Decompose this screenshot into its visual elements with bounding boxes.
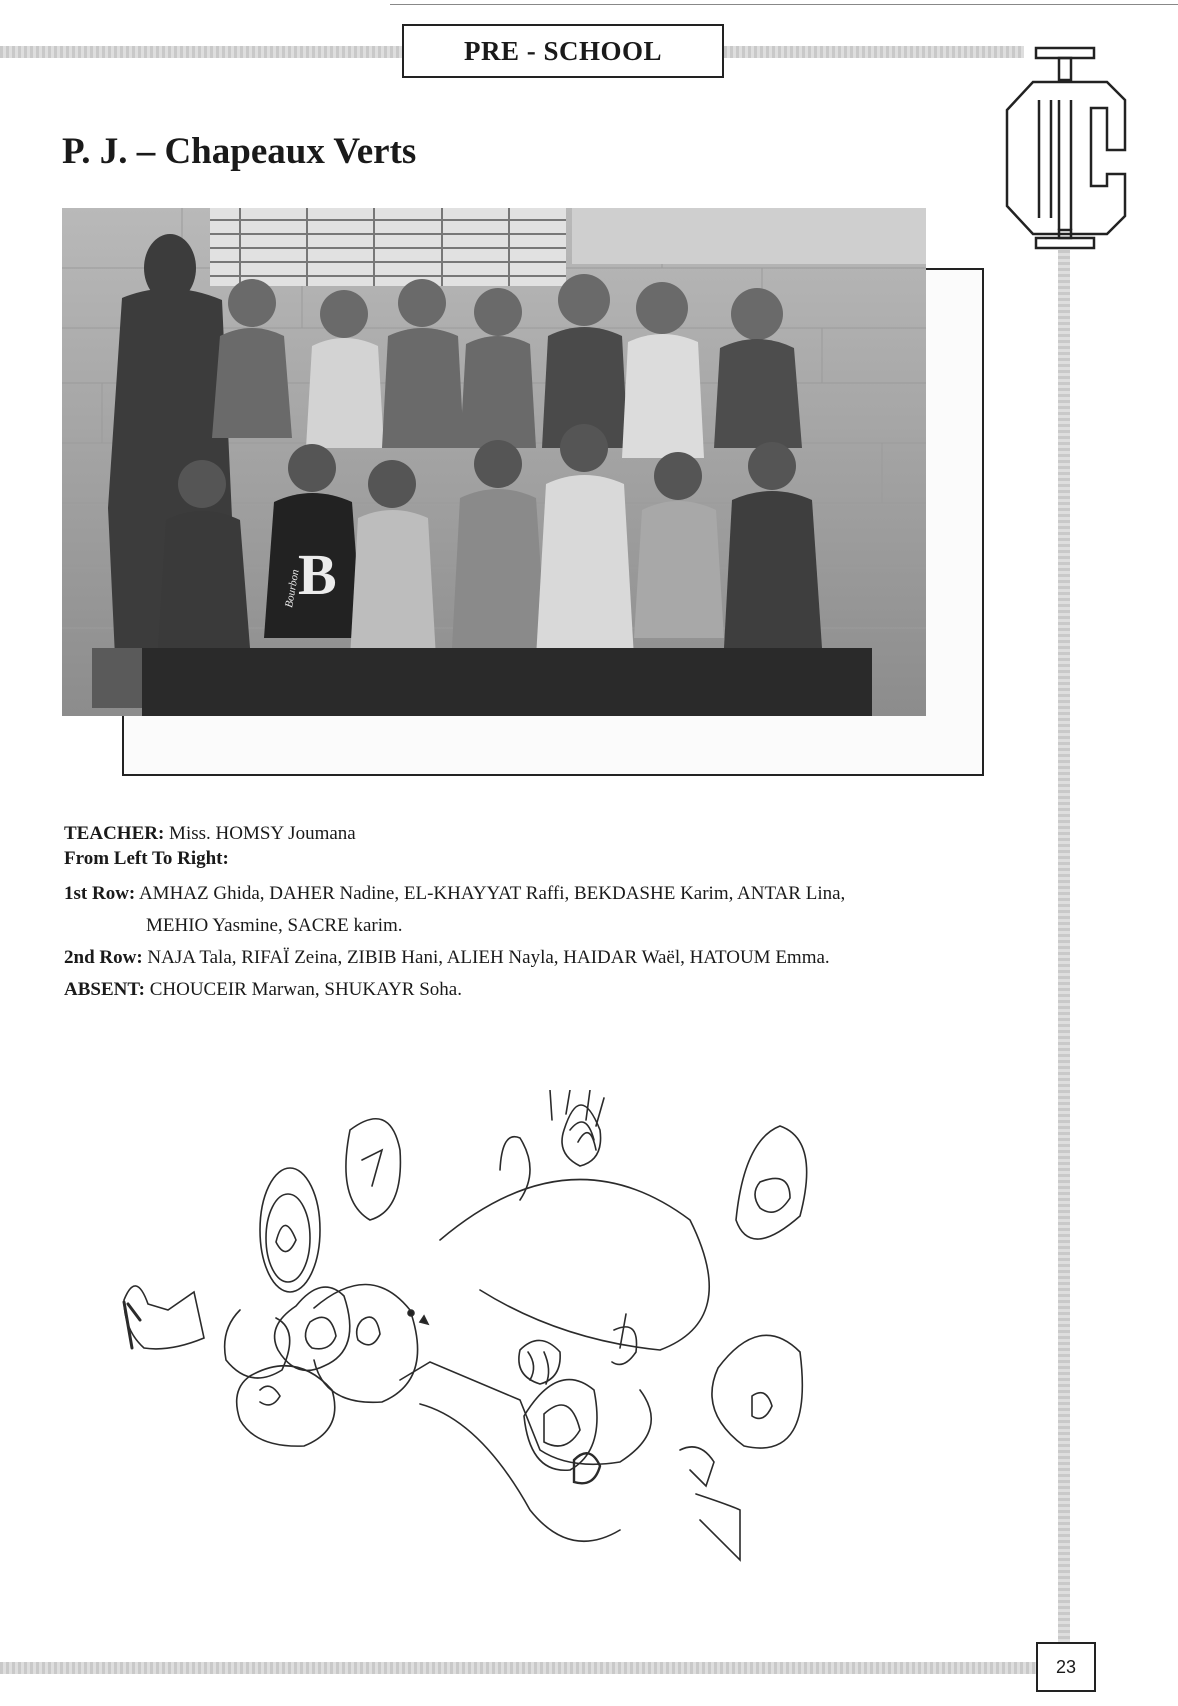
header-stripe-left: [0, 46, 402, 58]
direction-label: From Left To Right:: [64, 848, 229, 869]
sweater-script: Bourbon: [283, 568, 302, 609]
right-margin-stripe: [1058, 250, 1070, 1670]
absent-label: ABSENT:: [64, 979, 145, 1000]
school-logo-icon: [1003, 46, 1131, 256]
direction-line: [64, 846, 964, 872]
page-number: 23: [1036, 1642, 1096, 1692]
footer-stripe: [0, 1662, 1040, 1674]
child-drawing-icon: [100, 1090, 940, 1660]
teacher-label: TEACHER:: [64, 823, 165, 844]
header-stripe-right: [724, 46, 1024, 58]
class-photo-image: [62, 208, 926, 716]
row1-names: AMHAZ Ghida, DAHER Nadine, EL-KHAYYAT Raffi, BEKDASHE Karim, ANTAR Lina,: [138, 883, 846, 904]
row1-continued: MEHIO Yasmine, SACRE karim.: [146, 915, 403, 936]
photo-caption: [64, 818, 964, 1006]
section-label: PRE - SCHOOL: [402, 24, 724, 78]
row2-line: [64, 942, 964, 974]
teacher-name: Miss. HOMSY Joumana: [169, 823, 356, 844]
absent-names: CHOUCEIR Marwan, SHUKAYR Soha.: [149, 979, 462, 1000]
page-title: P. J. – Chapeaux Verts: [62, 131, 417, 172]
top-rule: [390, 4, 1178, 5]
row1-label: 1st Row:: [64, 883, 136, 904]
sweater-letter: B: [298, 542, 337, 607]
row1-line: [64, 878, 964, 910]
row2-label: 2nd Row:: [64, 947, 143, 968]
row2-names: NAJA Tala, RIFAÏ Zeina, ZIBIB Hani, ALIEH Nayla, HAIDAR Waël, HATOUM Emma.: [147, 947, 830, 968]
absent-line: [64, 974, 964, 1006]
